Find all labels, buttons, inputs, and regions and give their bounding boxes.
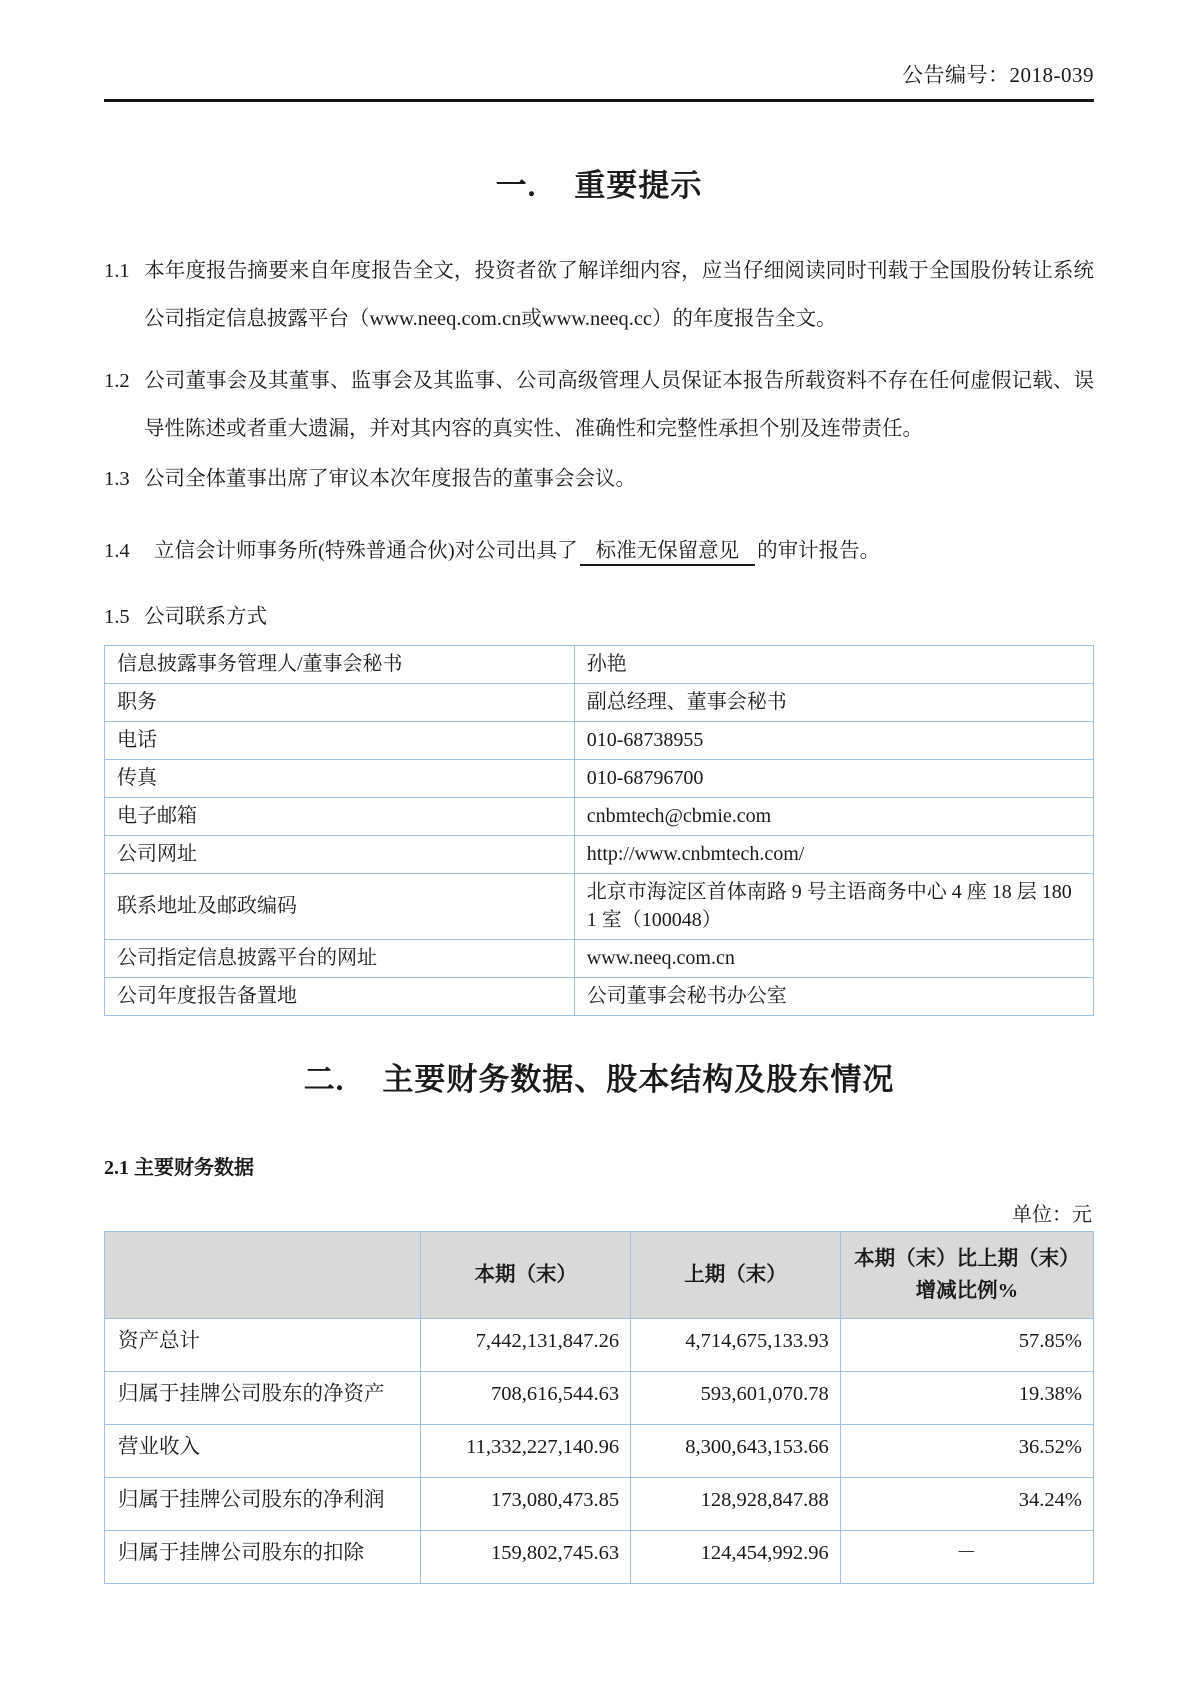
contact-table-body [105, 646, 1094, 1016]
table-row [105, 646, 1094, 684]
clause-1-5-text: 公司联系方式 [144, 606, 267, 628]
table-row [105, 722, 1094, 760]
clause-1-4-text-before: 立信会计师事务所(特殊普通合伙)对公司出具了 [154, 540, 578, 562]
metric-value: 19.38% [840, 1372, 1093, 1425]
metric-label: 归属于挂牌公司股东的扣除 [105, 1531, 421, 1584]
field-label: 公司年度报告备置地 [105, 978, 575, 1016]
metric-label: 归属于挂牌公司股东的净利润 [105, 1478, 421, 1531]
table-row [105, 1319, 1094, 1372]
field-label: 信息披露事务管理人/董事会秘书 [105, 646, 575, 684]
financial-table [104, 1231, 1094, 1584]
metric-value: － [840, 1531, 1093, 1584]
field-value: cnbmtech@cbmie.com [574, 798, 1093, 836]
metric-label: 资产总计 [105, 1319, 421, 1372]
metric-value: 128,928,847.88 [631, 1478, 841, 1531]
section-2-title: 主要财务数据、股本结构及股东情况 [382, 1062, 895, 1097]
table-row [105, 940, 1094, 978]
field-value: 公司董事会秘书办公室 [574, 978, 1093, 1016]
metric-value: 173,080,473.85 [421, 1478, 631, 1531]
table-row [105, 798, 1094, 836]
clause-1-4-text-after: 的审计报告。 [757, 540, 881, 562]
clause-1-2-text: 公司董事会及其董事、监事会及其监事、公司高级管理人员保证本报告所载资料不存在任何虚假记载、误导性陈述或者重大遗漏，并对其内容的真实性、准确性和完整性承担个别及连带责任。 [144, 370, 1094, 440]
table-row [105, 836, 1094, 874]
clause-1-2-number: 1.2 [104, 370, 130, 392]
field-label: 电子邮箱 [105, 798, 575, 836]
table-row [105, 760, 1094, 798]
field-label: 职务 [105, 684, 575, 722]
section-1-heading [104, 160, 1094, 205]
clause-1-1-number: 1.1 [104, 260, 130, 282]
clause-1-4 [104, 527, 1094, 575]
field-value: http://www.cnbmtech.com/ [574, 836, 1093, 874]
metric-value: 11,332,227,140.96 [421, 1425, 631, 1478]
section-2-number: 二. [303, 1062, 345, 1097]
table-row [105, 1372, 1094, 1425]
field-value: 孙艳 [574, 646, 1093, 684]
contact-table [104, 645, 1094, 1016]
column-header [105, 1232, 421, 1319]
table-row [105, 1478, 1094, 1531]
table-row [105, 874, 1094, 940]
metric-value: 34.24% [840, 1478, 1093, 1531]
field-label: 电话 [105, 722, 575, 760]
subsection-2-1-heading: 2.1 主要财务数据 [104, 1157, 254, 1179]
announcement-number-row [104, 62, 1094, 88]
field-label: 公司指定信息披露平台的网址 [105, 940, 575, 978]
financial-table-body [105, 1319, 1094, 1584]
section-1-title: 重要提示 [574, 168, 703, 203]
clause-1-5 [104, 593, 1094, 641]
metric-value: 124,454,992.96 [631, 1531, 841, 1584]
metric-label: 营业收入 [105, 1425, 421, 1478]
metric-value: 708,616,544.63 [421, 1372, 631, 1425]
field-value: 010-68738955 [574, 722, 1093, 760]
clause-1-5-number: 1.5 [104, 606, 130, 628]
clause-1-1 [104, 247, 1094, 343]
metric-value: 4,714,675,133.93 [631, 1319, 841, 1372]
metric-label: 归属于挂牌公司股东的净资产 [105, 1372, 421, 1425]
clause-1-3-number: 1.3 [104, 468, 130, 490]
field-value: 副总经理、董事会秘书 [574, 684, 1093, 722]
header-divider [104, 99, 1094, 102]
column-header: 上期（末） [631, 1232, 841, 1319]
table-row [105, 684, 1094, 722]
field-label: 公司网址 [105, 836, 575, 874]
field-label: 联系地址及邮政编码 [105, 874, 575, 940]
metric-value: 7,442,131,847.26 [421, 1319, 631, 1372]
clause-1-2 [104, 357, 1094, 453]
section-1-number: 一. [495, 168, 537, 203]
financial-table-head [105, 1232, 1094, 1319]
audit-opinion-underlined-text: 标准无保留意见 [580, 540, 756, 566]
column-header: 本期（末） [421, 1232, 631, 1319]
clause-1-1-text: 本年度报告摘要来自年度报告全文，投资者欲了解详细内容，应当仔细阅读同时刊载于全国股份转让系统公司指定信息披露平台（www.neeq.com.cn或www.neeq.cc）的年度报告全文。 [144, 260, 1094, 330]
clause-1-3 [104, 455, 1094, 503]
column-header: 本期（末）比上期（末）增减比例% [840, 1232, 1093, 1319]
table-row [105, 1425, 1094, 1478]
clause-1-3-text: 公司全体董事出席了审议本次年度报告的董事会会议。 [144, 468, 636, 490]
unit-label: 单位：元 [1012, 1204, 1092, 1226]
metric-value: 57.85% [840, 1319, 1093, 1372]
table-row [105, 978, 1094, 1016]
metric-value: 159,802,745.63 [421, 1531, 631, 1584]
metric-value: 36.52% [840, 1425, 1093, 1478]
announcement-number: 公告编号：2018-039 [902, 63, 1094, 87]
section-2-heading [104, 1054, 1094, 1099]
metric-value: 8,300,643,153.66 [631, 1425, 841, 1478]
table-header-row [105, 1232, 1094, 1319]
field-value: 010-68796700 [574, 760, 1093, 798]
metric-value: 593,601,070.78 [631, 1372, 841, 1425]
field-label: 传真 [105, 760, 575, 798]
table-row [105, 1531, 1094, 1584]
field-value: 北京市海淀区首体南路 9 号主语商务中心 4 座 18 层 1801 室（100048） [574, 874, 1093, 940]
clause-1-4-number: 1.4 [104, 540, 130, 562]
field-value: www.neeq.com.cn [574, 940, 1093, 978]
